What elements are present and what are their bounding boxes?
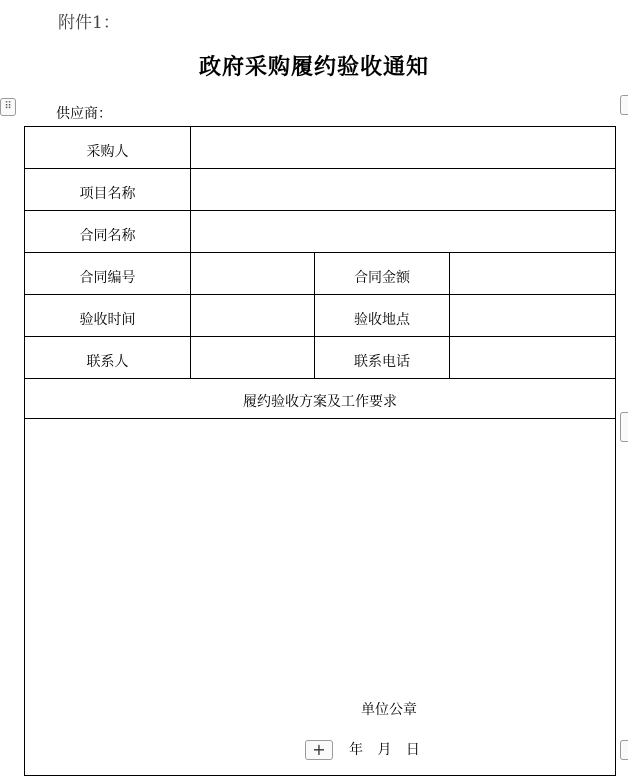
contract-name-label: 合同名称 <box>25 211 191 253</box>
table-row <box>25 211 616 253</box>
supplier-label: 供应商： <box>56 106 112 122</box>
add-row-button[interactable]: + <box>305 740 333 760</box>
project-name-label: 项目名称 <box>25 169 191 211</box>
contract-amount-label: 合同金额 <box>315 253 450 295</box>
contact-person-value-cell[interactable] <box>191 337 315 379</box>
contact-person-label: 联系人 <box>25 337 191 379</box>
contract-no-label: 合同编号 <box>25 253 191 295</box>
purchaser-label: 采购人 <box>25 127 191 169</box>
table-row <box>25 295 616 337</box>
acceptance-place-value-cell[interactable] <box>450 295 616 337</box>
acceptance-plan-cell[interactable] <box>25 419 616 776</box>
table-row <box>25 127 616 169</box>
table-resize-handle-bottom[interactable] <box>620 740 628 760</box>
project-name-value-cell[interactable] <box>191 169 616 211</box>
section-header: 履约验收方案及工作要求 <box>25 379 616 419</box>
date-label: 年 月 日 <box>349 742 420 758</box>
contract-no-value-cell[interactable] <box>191 253 315 295</box>
acceptance-form-table <box>24 126 616 776</box>
contract-amount-value-cell[interactable] <box>450 253 616 295</box>
table-drag-handle[interactable] <box>0 98 16 116</box>
table-resize-handle-middle[interactable] <box>620 412 628 442</box>
acceptance-place-label: 验收地点 <box>315 295 450 337</box>
document-title: 政府采购履约验收通知 <box>198 54 429 80</box>
contract-name-value-cell[interactable] <box>191 211 616 253</box>
contact-phone-value-cell[interactable] <box>450 337 616 379</box>
table-row <box>25 253 616 295</box>
attachment-label: 附件1： <box>58 13 120 33</box>
seal-label: 单位公章 <box>361 702 417 718</box>
acceptance-time-value-cell[interactable] <box>191 295 315 337</box>
purchaser-value-cell[interactable] <box>191 127 616 169</box>
contact-phone-label: 联系电话 <box>315 337 450 379</box>
grip-dots-icon: ⠿ <box>4 101 12 112</box>
table-row <box>25 379 616 419</box>
table-resize-handle-top[interactable] <box>620 95 628 115</box>
table-row <box>25 337 616 379</box>
table-row <box>25 169 616 211</box>
table-row <box>25 419 616 776</box>
acceptance-time-label: 验收时间 <box>25 295 191 337</box>
